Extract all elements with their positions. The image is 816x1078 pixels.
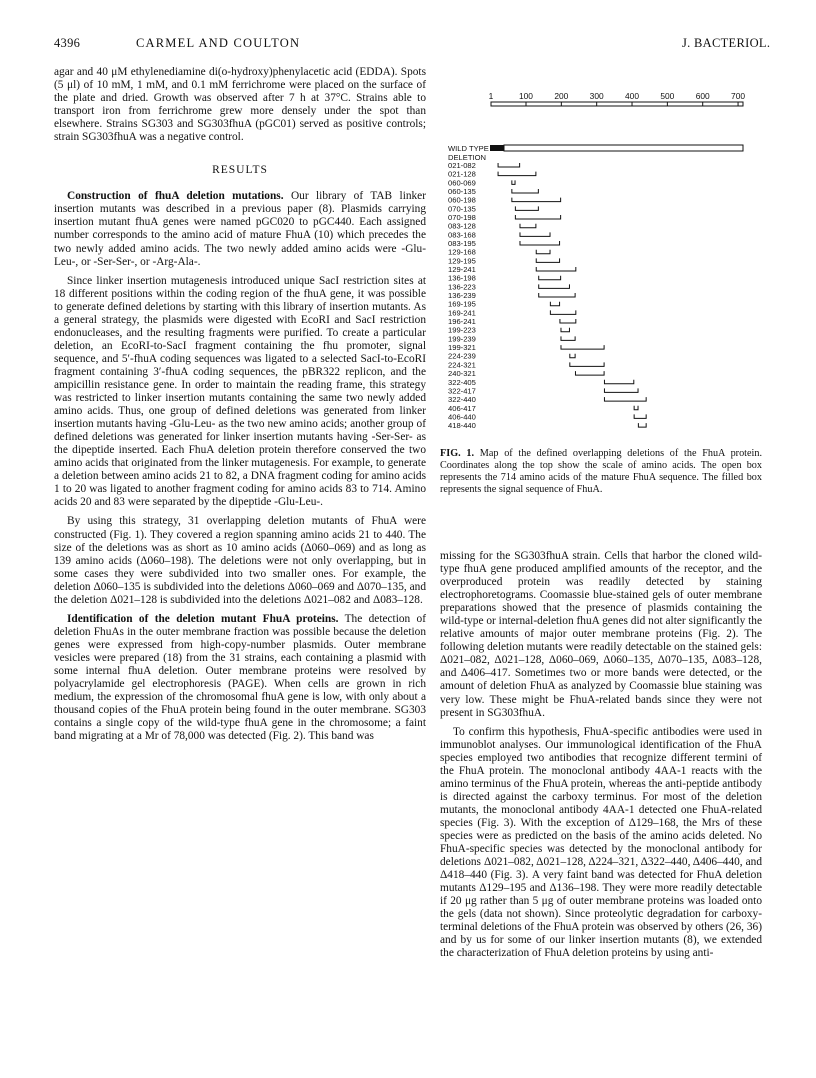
deletion-map-svg [440, 93, 770, 438]
figure-1-deletion-map [440, 93, 770, 433]
deletion-bracket [561, 328, 569, 332]
right-column [440, 550, 762, 960]
run-in-heading-construction: Construction of fhuA deletion mutations. [67, 190, 284, 203]
deletion-label: 199-223 [448, 325, 476, 335]
paragraph-construction [54, 190, 426, 268]
page-number: 4396 [54, 36, 81, 50]
deletion-bracket [512, 180, 515, 184]
methods-paragraph: agar and 40 μM ethylenediamine di(o-hydroxy)phenylacetic acid (EDDA). Spots (5 μl) of 10 mM, 1 mM, and 0.1 mM ferrichrome were placed on the surface of the plate and dried. Growth was observed after 7 h at 37°C. Strains able to transport iron from ferrichrome grew more densely under the spot than elsewhere. Strains SG303 and SG303fhuA (pGC01) served as positive controls; strain SG303fhuA was a negative control. [54, 66, 426, 144]
deletion-bracket [560, 319, 576, 323]
deletion-bracket [604, 397, 646, 401]
axis-tick-label: 300 [589, 93, 604, 101]
deletion-label: 129-168 [448, 247, 476, 257]
deletion-label: 070-198 [448, 213, 476, 223]
deletion-label: 169-195 [448, 299, 476, 309]
signal-sequence-box [490, 145, 504, 151]
deletion-bracket [520, 241, 560, 245]
running-head-authors: CARMEL AND COULTON [136, 36, 301, 50]
deletion-bracket [536, 250, 550, 254]
deletion-bracket [561, 336, 575, 340]
deletion-label: 406-440 [448, 412, 476, 422]
mature-fhua-box [504, 145, 743, 151]
deletion-label: 322-440 [448, 395, 476, 405]
axis-tick-label: 700 [731, 93, 746, 101]
deletion-label: 129-195 [448, 256, 476, 266]
deletion-label: 136-239 [448, 291, 476, 301]
deletion-bracket [638, 423, 646, 427]
axis-tick-label: 100 [518, 93, 533, 101]
deletion-bracket [515, 206, 538, 210]
paragraph-stained-gels: missing for the SG303fhuA strain. Cells that harbor the cloned wild-type fhuA gene produced amplified amounts of the receptor, and the overproduced protein was readily detected by staining electrophoretograms. Coomassie blue-stained gels of outer membrane preparations showed that the presence of plasmids containing the wild-type or internal-deletion fhuA genes did not alter significantly the relative amounts of major outer membrane proteins (Fig. 2). The following deletion mutants were readily detectable on the stained gels: Δ021–082, Δ021–128, Δ060–069, Δ060–135, Δ070–135, Δ083–128, and Δ406–417. Sometimes two or more bands were detected, or the amount of deletion FhuA as analyzed by Coomassie blue staining was very low. These might be FhuA-related bands since they were not present in SG303fhuA. [440, 550, 762, 719]
deletion-label: 083-195 [448, 239, 476, 249]
deletion-label: 199-239 [448, 334, 476, 344]
deletion-label: 322-405 [448, 377, 476, 387]
deletion-label: 322-417 [448, 386, 476, 396]
deletion-column-header: DELETION [448, 153, 486, 162]
deletion-bracket [570, 354, 575, 358]
deletion-bracket [512, 189, 539, 193]
axis-bar [491, 102, 743, 106]
deletion-label: 224-239 [448, 351, 476, 361]
deletion-label: 060-198 [448, 195, 476, 205]
running-head-journal: J. BACTERIOL. [682, 36, 771, 50]
paragraph-strategy: Since linker insertion mutagenesis introduced unique SacI restriction sites at 18 different positions within the coding region of the fhuA gene, it was possible to generate defined deletions by starting with this library of insertion mutants. As a general strategy, the plasmids were digested with EcoRI and SacI restriction endonucleases, and the resulting fragments were purified. To create a particular deletion, an EcoRI-to-SacI fragment containing the fhu promoter, signal sequence, and 5′-fhuA coding sequences was ligated to a selected SacI-to-EcoRI fragment containing 3′-fhuA coding sequences, the pBR322 replicon, and the ampicillin resistance gene. In order to maintain the reading frame, this strategy was restricted to linker insertion mutants containing the same two newly added amino acids. Thus, one group of defined deletions was generated from linker insertion mutants having -Glu-Leu- as the two new amino acids; another group of defined deletions was generated for linker insertion mutants having -Ser-Ser- as the dipeptide inserted. Each FhuA deletion protein therefore conserved the two amino acids that originated from the linker mutagenesis. For example, to generate a deletion between amino acids 21 to 82, a DNA fragment coding for amino acids 1 to 20 was ligated to another fragment coding for amino acids 83 to 714. Amino acids 20 and 83 were separated by the dipeptide -Glu-Leu-. [54, 274, 426, 509]
deletion-label: 060-069 [448, 178, 476, 188]
deletion-bracket [575, 371, 604, 375]
left-column [54, 66, 426, 743]
deletion-label: 129-241 [448, 265, 476, 275]
deletion-bracket [539, 293, 575, 297]
deletion-label: 224-321 [448, 360, 476, 370]
axis-tick-label: 600 [695, 93, 710, 101]
axis-tick-label: 1 [488, 93, 494, 101]
figure-1-caption [440, 448, 762, 496]
paragraph-identification-body: The detection of deletion FhuAs in the outer membrane fraction was possible because the deletion genes were expressed from high-copy-number plasmids. Outer membrane vesicles were prepared (18) from the 31 strains, each containing a plasmid with some internal fhuA deletion. Outer membrane proteins were resolved by polyacrylamide gel electrophoresis (PAGE). When cells are grown in rich medium, the expression of the chromosomal fhuA gene is low, with only about a thousand copies of the FhuA protein being found in the outer membrane. SG303 contains a single copy of the wild-type fhuA gene in the chromosome; a faint band migrating at a Mr of 78,000 was detected (Fig. 2). This band was [54, 612, 427, 743]
axis-tick-label: 500 [660, 93, 675, 101]
deletion-bracket [520, 232, 550, 236]
deletion-bracket [634, 414, 646, 418]
deletion-label: 070-135 [448, 204, 476, 214]
deletion-bracket [536, 267, 576, 271]
caption-text: Map of the defined overlapping deletions of the FhuA protein. Coordinates along the top show the scale of amino acids. The open box represents the 714 amino acids of the mature FhuA sequence. The filled box represents the signal sequence of FhuA. [440, 448, 762, 495]
caption-label: FIG. 1. [440, 448, 475, 459]
deletion-label: 136-223 [448, 282, 476, 292]
deletion-label: 136-198 [448, 273, 476, 283]
axis-tick-label: 400 [625, 93, 640, 101]
deletion-bracket [539, 276, 561, 280]
deletion-bracket [561, 345, 604, 349]
deletion-bracket [536, 258, 559, 262]
deletion-bracket [570, 362, 604, 366]
deletion-bracket [520, 224, 536, 228]
deletion-label: 418-440 [448, 421, 476, 431]
deletion-bracket [498, 172, 536, 176]
deletion-bracket [512, 198, 561, 202]
run-in-heading-identification: Identification of the deletion mutant FhuA proteins. [67, 612, 339, 625]
deletion-label: 083-128 [448, 221, 476, 231]
paragraph-identification [54, 613, 426, 743]
deletion-label: 169-241 [448, 308, 476, 318]
deletion-bracket [550, 302, 559, 306]
section-title-results: RESULTS [212, 164, 268, 177]
deletion-label: 240-321 [448, 369, 476, 379]
wild-type-label: WILD TYPE [448, 144, 489, 153]
deletion-bracket [634, 406, 638, 410]
deletion-label: 021-128 [448, 169, 476, 179]
deletion-bracket [550, 310, 575, 314]
deletion-bracket [498, 163, 520, 167]
deletion-label: 083-168 [448, 230, 476, 240]
deletion-label: 021-082 [448, 161, 476, 170]
paragraph-construction-body: Our library of TAB linker insertion mutants was described in a previous paper (8). Plasmids carrying insertion mutant fhuA genes were named pGC020 to pGC440. Each assigned number corresponds to the amino acid of mature FhuA (10) which precedes the two newly added amino acids. The two newly added amino acids were -Glu-Leu-, or -Ser-Ser-, or -Arg-Ala-. [54, 190, 426, 268]
deletion-label: 060-135 [448, 187, 476, 197]
deletion-label: 199-321 [448, 343, 476, 353]
deletion-bracket [515, 215, 560, 219]
deletion-bracket [539, 284, 570, 288]
deletion-label: 406-417 [448, 403, 476, 413]
paragraph-immunoblot: To confirm this hypothesis, FhuA-specific antibodies were used in immunoblot analyses. Our immunological identification of the FhuA species employed two antibodies that recognize different termini of the FhuA protein. The monoclonal antibody 4AA-1 reacts with the amino terminus of the FhuA protein, whereas the anti-peptide antibody is directed against the carboxy terminus. For most of the deletion mutants, the monoclonal antibody 4AA-1 detected one FhuA-related species (Fig. 3). With the exception of Δ129–168, the Mrs of these species were as predicted on the basis of the amino acids deleted. No FhuA-specific species was detected by the monoclonal antibody for deletions Δ021–082, Δ021–128, Δ224–321, Δ322–440, Δ406–440, and Δ418–440 (Fig. 3). A very faint band was detected for FhuA deletion mutants Δ129–195 and Δ136–198. They were more readily detectable if 20 μg rather than 5 μg of outer membrane proteins was loaded onto the gels (data not shown). Since proteolytic degradation for carboxy-terminal deletions of the FhuA protein was observed by others (26, 36) and by us for some of our linker insertion mutants (8), we extended the characterization of FhuA deletion proteins by using anti- [440, 725, 762, 960]
deletion-bracket [604, 380, 633, 384]
axis-tick-label: 200 [554, 93, 569, 101]
deletion-label: 196-241 [448, 317, 476, 327]
paragraph-overlapping-deletions: By using this strategy, 31 overlapping deletion mutants of FhuA were constructed (Fig. 1). They covered a region spanning amino acids 21 to 440. The size of the deletions was as short as 10 amino acids (Δ060–069) and as long as 139 amino acids (Δ060–198). The deletions were not only overlapping, but in some cases they were subdivided into two smaller ones. For example, the deletion Δ060–135 is subdivided into the deletions Δ060–069 and Δ070–135, and the deletion Δ021–128 is subdivided into the deletions Δ021–082 and Δ083–128. [54, 515, 426, 606]
deletion-bracket [604, 388, 638, 392]
